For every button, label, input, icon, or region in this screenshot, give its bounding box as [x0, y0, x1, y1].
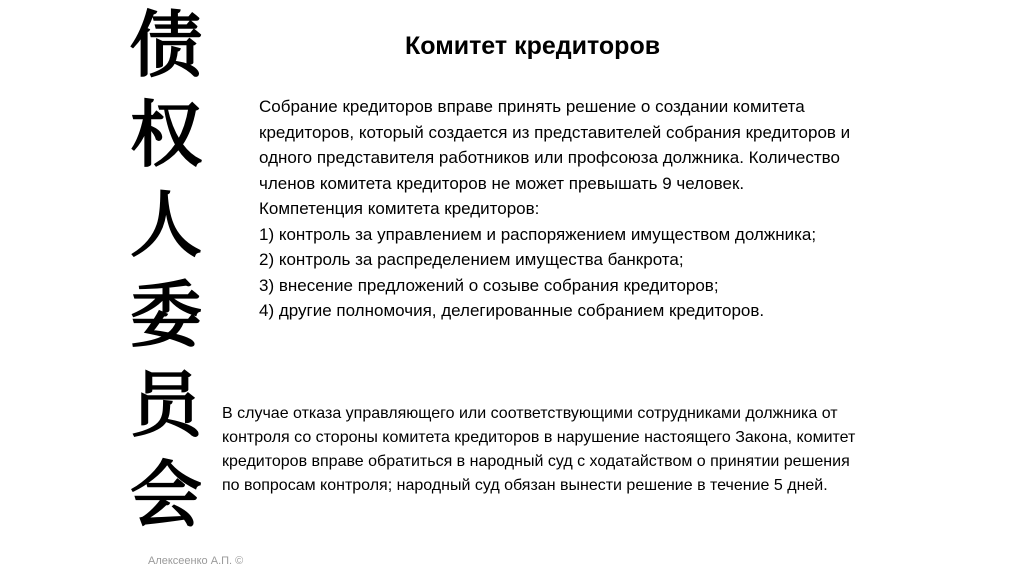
- vertical-char-4: 委: [129, 272, 202, 357]
- author-footer: Алексеенко А.П. ©: [148, 555, 244, 567]
- intro-paragraph: Собрание кредиторов вправе принять решение о создании комитета кредиторов, который создается из представителей собрания кредиторов и одного представителя работников или профсоюза должника. Количество членов комитета кредиторов не может превышать 9 человек.: [259, 97, 851, 193]
- competence-heading: Компетенция комитета кредиторов:: [259, 199, 540, 218]
- slide-title: Комитет кредиторов: [405, 32, 661, 60]
- competence-item-1: 1) контроль за управлением и распоряжением имуществом должника;: [259, 224, 817, 244]
- competence-item-3: 3) внесение предложений о созыве собрания кредиторов;: [259, 275, 719, 295]
- competence-item-4: 4) другие полномочия, делегированные собранием кредиторов.: [259, 301, 765, 320]
- vertical-char-3: 人: [129, 182, 202, 267]
- vertical-chinese-title: [116, 0, 216, 540]
- closing-paragraph: В случае отказа управляющего или соответствующими сотрудниками должника от контроля со стороны комитета кредиторов в нарушение настоящего Закона, комитет кредиторов вправе обратиться в народный суд с ходатайством о принятии решения по вопросам контроля; народный суд обязан вынести решение в течение 5 дней.: [222, 405, 856, 494]
- vertical-char-6: 会: [129, 452, 202, 537]
- slide-body: [259, 94, 859, 324]
- vertical-char-5: 员: [129, 362, 202, 447]
- vertical-char-1: 债: [129, 2, 202, 87]
- vertical-char-2: 权: [129, 92, 202, 177]
- competence-item-2: 2) контроль за распределением имущества банкрота;: [259, 250, 684, 269]
